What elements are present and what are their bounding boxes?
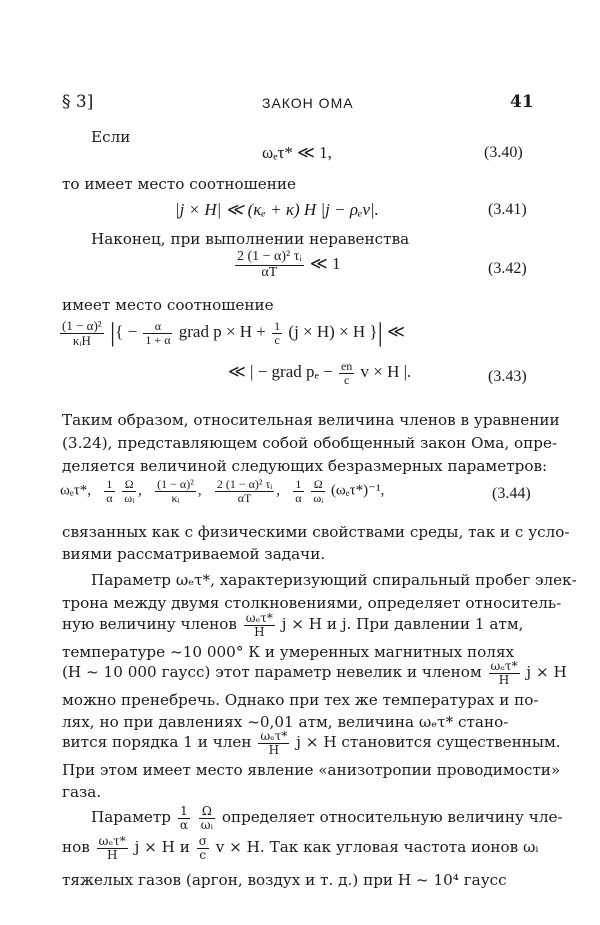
equation-3-44: ωₑτ*, $\frac{1}{\alpha}$ $\frac{\Omega}{\text{ωᵢ}}$ , $\frac{\text{(1 − α)²}}{\text{κᵢ}}$ , $\frac{\text{2 (1 − α)² τᵢ}}{\alpha T}$ , $\frac{1}{\alpha}$ $\frac{\Omega}{\text{ωᵢ}}$ (ωₑτ*)⁻¹, [60,477,385,505]
fraction-3-42: $\frac{\text{2 (1 − α)² τᵢ}}{\alpha T}$ [237,249,302,280]
paragraph-line: виями рассматриваемой задачи. [62,545,326,563]
paragraph-line: вится порядка 1 и член $\frac{\text{ωₑτ*}}{H}$ j × H становится существенным. [62,729,561,757]
paragraph-line: трона между двумя столкновениями, определяет относитель- [62,594,562,612]
equation-3-43-line-1: $\frac{\text{(1 − α)²}}{\text{κᵢH}}$ |{ − $\frac{\alpha}{1 + \alpha}$ grad p × H + $\frac{1}{c}$ (j × H) × H }| ≪ [62,317,405,348]
paragraph-line: газа. [62,783,102,801]
equation-3-40: ωₑτ* ≪ 1, [262,143,332,162]
text-relation-2: имеет место соотношение [62,296,274,314]
paragraph-line: При этом имеет место явление «анизотропии проводимости» [62,761,561,779]
paragraph-line: (H ~ 10 000 гаусс) этот параметр невелик и членом $\frac{\text{ωₑτ*}}{H}$ j × H [62,659,567,687]
paragraph-line: Таким образом, относительная величина членов в уравнении [62,411,560,429]
paragraph-line: деляется величиной следующих безразмерных параметров: [62,457,548,475]
text-relation-1: то имеет место соотношение [62,175,296,193]
paragraph-line: Параметр ωₑτ*, характеризующий спиральный пробег элек- [91,571,577,589]
paragraph-line: тяжелых газов (аргон, воздух и т. д.) при H ~ 10⁴ гаусс [62,871,507,889]
paragraph-line: температуре ~10 000° К и умеренных магнитных полях [62,643,515,661]
equation-number-3-42: (3.42) [488,260,527,277]
paragraph-line: лях, но при давлениях ~0,01 атм, величина ωₑτ* стано- [62,713,509,731]
equation-3-41: |j × H| ≪ (κₑ + κ) H |j − ρₑv|. [175,200,379,219]
equation-number-3-44: (3.44) [492,485,531,502]
fraction-alpha-over: $\frac{\alpha}{1 + \alpha}$ [145,318,171,347]
equation-number-3-43: (3.43) [488,368,527,385]
fraction-alpha-kappa: $\frac{\text{(1 − α)²}}{\text{κᵢH}}$ [62,317,102,348]
fraction-en-c: $\frac{en}{c}$ [340,359,353,387]
paragraph-line: можно пренебречь. Однако при тех же температурах и по- [62,691,539,709]
paragraph-line: нов $\frac{\text{ωₑτ*}}{H}$ j × H и $\frac{\sigma}{c}$ v × H. Так как угловая частота ионов ωᵢ [62,834,539,862]
page-title: ЗАКОН ОМА [262,95,354,111]
paragraph-line: связанных как с физическими свойствами среды, так и с усло- [62,523,570,541]
fraction-one-c: $\frac{1}{c}$ [274,318,281,347]
equation-number-3-40: (3.40) [484,144,523,161]
equation-3-42: $\frac{\text{2 (1 − α)² τᵢ}}{\alpha T}$ ≪ 1 [237,249,341,280]
paragraph-line: ную величину членов $\frac{\text{ωₑτ*}}{H}$ j × H и j. При давлении 1 атм, [62,611,524,639]
equation-3-43-line-2: ≪ | − grad pₑ − $\frac{en}{c}$ v × H |. [228,359,412,387]
text-if: Если [91,128,131,146]
equation-number-3-41: (3.41) [488,201,527,218]
page-number: 41 [510,92,534,112]
section-marker: § 3] [62,92,94,112]
paragraph-line: (3.24), представляющем собой обобщенный закон Ома, опре- [62,434,558,452]
paragraph-line: Параметр $\frac{1}{\alpha}$ $\frac{\Omega}{\text{ωᵢ}}$ определяет относительную величину чле- [91,804,563,832]
text-finally: Наконец, при выполнении неравенства [91,230,410,248]
